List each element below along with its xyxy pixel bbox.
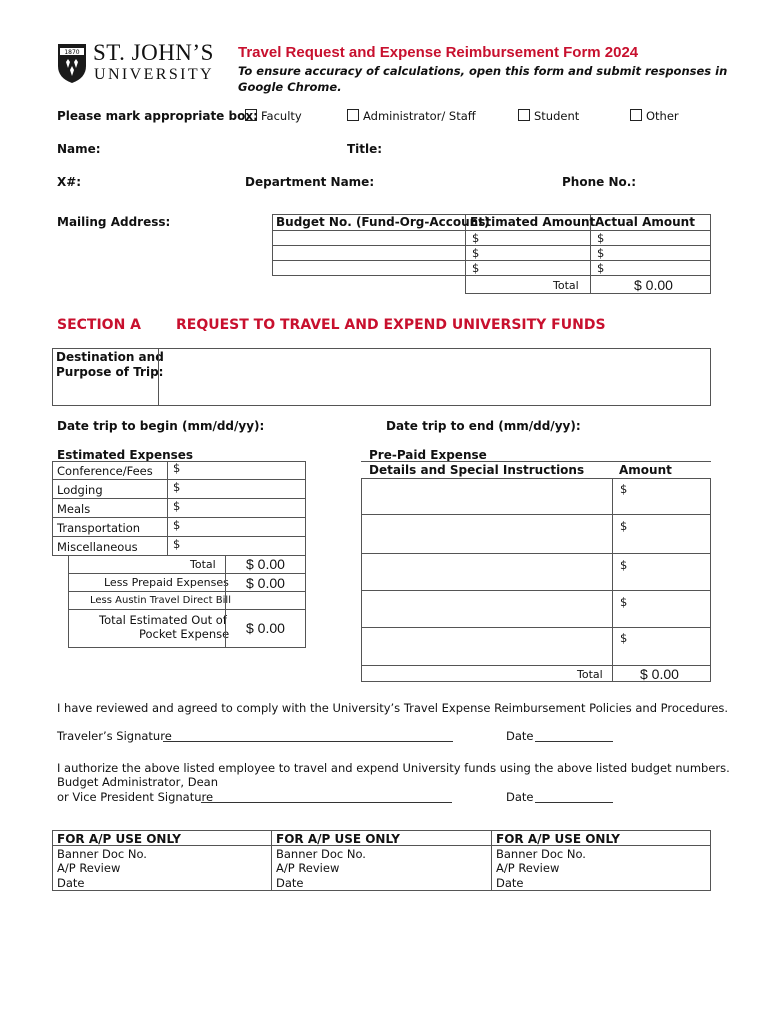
department-label: Department Name: [245, 175, 375, 189]
agreement-statement: I have reviewed and agreed to comply with the University’s Travel Expense Reimbursement Policies and Procedures. [57, 701, 729, 715]
mailing-address-field[interactable] [57, 232, 257, 292]
x-number-field[interactable] [80, 171, 230, 191]
checkbox-label: Faculty [261, 109, 302, 123]
logo-line-2: UNIVERSITY [94, 66, 214, 83]
less-prepaid-label: Less Prepaid Expenses [104, 576, 229, 589]
shield-crest-icon [56, 40, 88, 84]
expense-row-label: Miscellaneous [57, 540, 138, 554]
checkbox-box[interactable] [518, 109, 530, 121]
out-of-pocket-label-1: Total Estimated Out of [99, 613, 227, 627]
budget-header-number: Budget No. (Fund-Org-Account) [276, 215, 490, 229]
expense-row-label: Transportation [57, 521, 141, 535]
destination-purpose-field[interactable] [158, 348, 711, 406]
budget-header-actual: Actual Amount [595, 215, 695, 229]
vp-signature-label: or Vice President Signature [57, 790, 214, 804]
prepaid-amount-2[interactable]: $ [612, 515, 711, 554]
name-label: Name: [57, 142, 101, 156]
section-a-heading: REQUEST TO TRAVEL AND EXPEND UNIVERSITY FUNDS [176, 317, 606, 333]
name-field[interactable] [100, 138, 330, 158]
estimated-amount-1[interactable]: $ [465, 231, 590, 246]
vp-date-line [535, 802, 613, 803]
less-prepaid-value: $ 0.00 [246, 575, 285, 591]
checkbox-label: Student [534, 109, 580, 123]
prepaid-heading-1: Pre-Paid Expense [369, 448, 487, 462]
checkbox-other[interactable] [630, 109, 679, 123]
authorize-statement: I authorize the above listed employee to travel and expend University funds using the above listed budget numbers. [57, 761, 730, 775]
ap-row-label: A/P Review [496, 861, 560, 875]
vp-signature-field[interactable] [201, 786, 452, 802]
ap-row-label: A/P Review [57, 861, 121, 875]
meals-amount[interactable]: $ [167, 499, 306, 518]
vp-signature-line [201, 802, 452, 803]
traveler-date-field[interactable] [535, 725, 613, 741]
mark-box-label: Please mark appropriate box: [57, 109, 258, 123]
ap-row-label: Date [496, 876, 524, 890]
prepaid-details-3[interactable] [361, 554, 612, 591]
subtitle-line-2: Google Chrome. [238, 80, 342, 94]
expense-row-label: Lodging [57, 483, 103, 497]
prepaid-total-label: Total [577, 668, 603, 681]
prepaid-heading-2: Details and Special Instructions [369, 463, 585, 477]
budget-number-1[interactable] [272, 231, 465, 246]
ap-row-label: Banner Doc No. [496, 847, 586, 861]
budget-header-estimated: Estimated Amount [470, 215, 596, 229]
date-begin-field[interactable] [225, 415, 365, 435]
subtitle-line-1: To ensure accuracy of calculations, open this form and submit responses in [238, 64, 728, 78]
less-austin-label: Less Austin Travel Direct Bill [90, 595, 231, 606]
ap-header-2: FOR A/P USE ONLY [276, 832, 400, 846]
checkbox-box[interactable] [347, 109, 359, 121]
expense-row-label: Conference/Fees [57, 464, 153, 478]
budget-total-label: Total [553, 279, 579, 292]
x-number-label: X#: [57, 175, 82, 189]
prepaid-details-5[interactable] [361, 628, 612, 666]
ap-row-label: A/P Review [276, 861, 340, 875]
traveler-date-line [535, 741, 613, 742]
prepaid-total-value: $ 0.00 [640, 666, 679, 682]
destination-label-1: Destination and [56, 350, 164, 364]
estimated-amount-3[interactable]: $ [465, 261, 590, 276]
date-end-label: Date trip to end (mm/dd/yy): [386, 419, 581, 433]
conference-fees-amount[interactable]: $ [167, 461, 306, 480]
department-field[interactable] [350, 171, 550, 191]
checkbox-label: Other [646, 109, 679, 123]
budget-number-3[interactable] [272, 261, 465, 276]
phone-field[interactable] [625, 171, 710, 191]
prepaid-details-1[interactable] [361, 478, 612, 515]
estimated-total-label: Total [190, 558, 216, 571]
prepaid-amount-5[interactable]: $ [612, 628, 711, 666]
lodging-amount[interactable]: $ [167, 480, 306, 499]
out-of-pocket-value: $ 0.00 [246, 620, 285, 636]
section-a-label: SECTION A [57, 317, 142, 333]
actual-amount-3[interactable]: $ [590, 261, 711, 276]
vp-date-label: Date [506, 790, 534, 804]
form-title: Travel Request and Expense Reimbursement Form 2024 [238, 44, 639, 61]
expense-row-label: Meals [57, 502, 91, 516]
prepaid-amount-header: Amount [619, 463, 672, 477]
actual-amount-1[interactable]: $ [590, 231, 711, 246]
destination-label-2: Purpose of Trip: [56, 365, 164, 379]
date-end-field[interactable] [545, 415, 705, 435]
out-of-pocket-label-2: Pocket Expense [139, 627, 230, 641]
svg-text:1870: 1870 [64, 49, 80, 56]
ap-row-label: Date [57, 876, 85, 890]
traveler-signature-line [163, 741, 453, 742]
traveler-signature-label: Traveler’s Signature [57, 729, 172, 743]
vp-date-field[interactable] [535, 786, 613, 802]
actual-amount-2[interactable]: $ [590, 246, 711, 261]
checkbox-label: Administrator/ Staff [363, 109, 476, 123]
ap-row-label: Banner Doc No. [57, 847, 147, 861]
checkbox-faculty[interactable] [245, 109, 302, 123]
phone-label: Phone No.: [562, 175, 637, 189]
miscellaneous-amount[interactable]: $ [167, 537, 306, 556]
ap-row-label: Banner Doc No. [276, 847, 366, 861]
prepaid-details-2[interactable] [361, 515, 612, 554]
prepaid-amount-3[interactable]: $ [612, 554, 711, 591]
mailing-address-label: Mailing Address: [57, 215, 171, 229]
checkbox-box[interactable] [245, 109, 257, 121]
ap-row-label: Date [276, 876, 304, 890]
checkbox-administrator-staff[interactable] [347, 109, 476, 123]
prepaid-amount-1[interactable]: $ [612, 478, 711, 515]
estimated-total-value: $ 0.00 [246, 556, 285, 572]
austin-direct-bill-field[interactable] [225, 592, 306, 610]
logo-line-1: ST. JOHN’S [93, 40, 214, 65]
prepaid-details-4[interactable] [361, 591, 612, 628]
ap-header-3: FOR A/P USE ONLY [496, 832, 620, 846]
traveler-signature-field[interactable] [163, 725, 453, 741]
budget-number-2[interactable] [272, 246, 465, 261]
estimated-expenses-heading: Estimated Expenses [57, 448, 194, 462]
date-begin-label: Date trip to begin (mm/dd/yy): [57, 419, 265, 433]
transportation-amount[interactable]: $ [167, 518, 306, 537]
ap-header-1: FOR A/P USE ONLY [57, 832, 181, 846]
title-field[interactable] [385, 138, 705, 158]
checkbox-box[interactable] [630, 109, 642, 121]
traveler-date-label: Date [506, 729, 534, 743]
prepaid-amount-4[interactable]: $ [612, 591, 711, 628]
estimated-amount-2[interactable]: $ [465, 246, 590, 261]
budget-total-value: $ 0.00 [634, 277, 673, 293]
title-label: Title: [347, 142, 383, 156]
checkbox-student[interactable] [518, 109, 579, 123]
budget-admin-label: Budget Administrator, Dean [57, 775, 218, 789]
